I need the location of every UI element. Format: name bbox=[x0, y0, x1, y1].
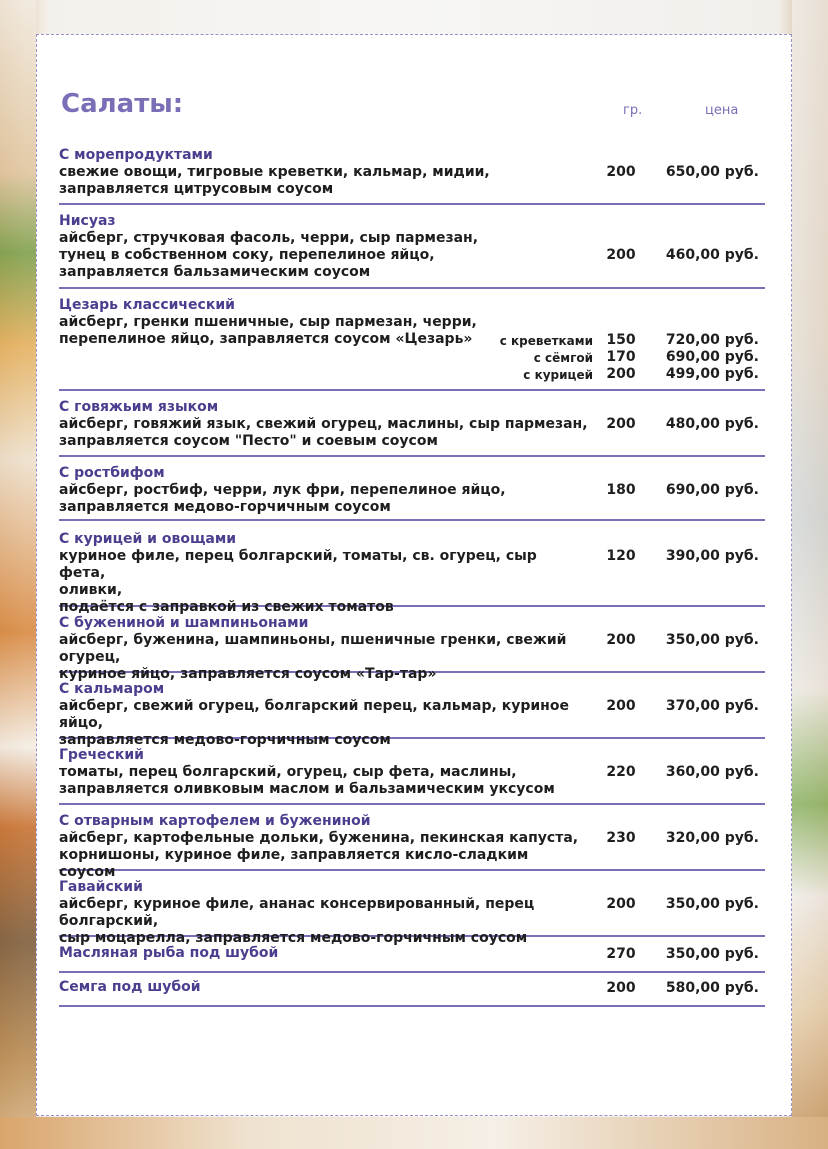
column-header-price: цена bbox=[705, 103, 739, 118]
item-price: 370,00 руб. bbox=[665, 698, 759, 714]
menu-item bbox=[59, 399, 765, 457]
item-price: 650,00 руб. bbox=[665, 164, 759, 180]
menu-item bbox=[59, 531, 765, 615]
item-description: айсберг, буженина, шампиньоны, пшеничные гренки, свежий огурец, куриное яйцо, заправляется соусом «Тар-тар» bbox=[59, 632, 567, 682]
menu-item bbox=[59, 945, 765, 973]
item-price: 360,00 руб. bbox=[665, 764, 759, 780]
item-name: Гавайский bbox=[59, 879, 143, 895]
item-name: С бужениной и шампиньонами bbox=[59, 615, 309, 631]
background-photo-left bbox=[0, 0, 36, 1149]
item-price: 320,00 руб. bbox=[665, 830, 759, 846]
item-grams: 270 bbox=[606, 946, 636, 962]
item-grams: 200 bbox=[606, 164, 636, 180]
menu-item bbox=[59, 297, 765, 391]
variant-price: 720,00 руб. bbox=[665, 332, 759, 348]
item-grams: 200 bbox=[606, 698, 636, 714]
item-price: 580,00 руб. bbox=[665, 980, 759, 996]
variant-label: с курицей bbox=[523, 368, 593, 382]
menu-item bbox=[59, 681, 765, 748]
item-description: томаты, перец болгарский, огурец, сыр фета, маслины, заправляется оливковым маслом и бальзамическим уксусом bbox=[59, 764, 555, 797]
item-description: айсберг, говяжий язык, свежий огурец, маслины, сыр пармезан, заправляется соусом "Песто" и соевым соусом bbox=[59, 416, 588, 449]
item-name: С курицей и овощами bbox=[59, 531, 237, 547]
item-name: Нисуаз bbox=[59, 213, 116, 229]
item-grams: 200 bbox=[606, 980, 636, 996]
variant-label: с сёмгой bbox=[533, 351, 593, 365]
item-name: Семга под шубой bbox=[59, 979, 201, 995]
item-name: Греческий bbox=[59, 747, 144, 763]
menu-item bbox=[59, 213, 765, 289]
item-grams: 180 bbox=[606, 482, 636, 498]
item-name: Масляная рыба под шубой bbox=[59, 945, 279, 961]
item-description: айсберг, ростбиф, черри, лук фри, перепелиное яйцо, заправляется медово-горчичным соусом bbox=[59, 482, 506, 515]
item-price: 690,00 руб. bbox=[665, 482, 759, 498]
menu-item bbox=[59, 615, 765, 682]
variant-grams: 150 bbox=[606, 332, 636, 348]
item-price: 390,00 руб. bbox=[665, 548, 759, 564]
item-price: 480,00 руб. bbox=[665, 416, 759, 432]
item-grams: 200 bbox=[606, 632, 636, 648]
item-grams: 200 bbox=[606, 247, 636, 263]
page-title: Салаты: bbox=[61, 89, 184, 119]
item-name: С кальмаром bbox=[59, 681, 165, 697]
item-price: 350,00 руб. bbox=[665, 632, 759, 648]
item-grams: 230 bbox=[606, 830, 636, 846]
menu-item bbox=[59, 813, 765, 880]
menu-page bbox=[36, 34, 792, 1116]
item-name: Цезарь классический bbox=[59, 297, 235, 313]
item-description: айсберг, стручковая фасоль, черри, сыр пармезан, тунец в собственном соку, перепелиное яйцо, заправляется бальзамическим соусом bbox=[59, 230, 479, 280]
item-name: С ростбифом bbox=[59, 465, 165, 481]
item-description: айсберг, свежий огурец, болгарский перец, кальмар, куриное яйцо, заправляется медово-горчичным соусом bbox=[59, 698, 569, 748]
item-grams: 220 bbox=[606, 764, 636, 780]
item-description: айсберг, гренки пшеничные, сыр пармезан, черри, перепелиное яйцо, заправляется соусом «Цезарь» bbox=[59, 314, 477, 347]
menu-item bbox=[59, 747, 765, 805]
menu-item bbox=[59, 465, 765, 521]
item-name: С говяжьим языком bbox=[59, 399, 219, 415]
item-description: свежие овощи, тигровые креветки, кальмар, мидии, заправляется цитрусовым соусом bbox=[59, 164, 490, 197]
menu-item bbox=[59, 879, 765, 946]
item-description: куриное филе, перец болгарский, томаты, св. огурец, сыр фета, оливки, подаётся с заправкой из свежих томатов bbox=[59, 548, 537, 615]
variant-label: с креветками bbox=[499, 334, 593, 348]
item-description: айсберг, картофельные дольки, буженина, пекинская капуста, корнишоны, куриное филе, заправляется кисло-сладким соусом bbox=[59, 830, 579, 880]
item-grams: 200 bbox=[606, 896, 636, 912]
background-photo-bottom bbox=[0, 1117, 828, 1149]
item-price: 350,00 руб. bbox=[665, 896, 759, 912]
variant-price: 499,00 руб. bbox=[665, 366, 759, 382]
item-description: айсберг, куриное филе, ананас консервированный, перец болгарский, сыр моцарелла, заправляется медово-горчичным соусом bbox=[59, 896, 535, 946]
column-header-grams: гр. bbox=[623, 103, 643, 118]
item-grams: 200 bbox=[606, 416, 636, 432]
item-price: 350,00 руб. bbox=[665, 946, 759, 962]
variant-grams: 170 bbox=[606, 349, 636, 365]
item-grams: 120 bbox=[606, 548, 636, 564]
menu-item bbox=[59, 979, 765, 1007]
menu-item bbox=[59, 147, 765, 205]
variant-price: 690,00 руб. bbox=[665, 349, 759, 365]
item-name: С отварным картофелем и бужениной bbox=[59, 813, 371, 829]
variant-grams: 200 bbox=[606, 366, 636, 382]
background-photo-right bbox=[792, 0, 828, 1149]
item-name: С морепродуктами bbox=[59, 147, 213, 163]
item-price: 460,00 руб. bbox=[665, 247, 759, 263]
